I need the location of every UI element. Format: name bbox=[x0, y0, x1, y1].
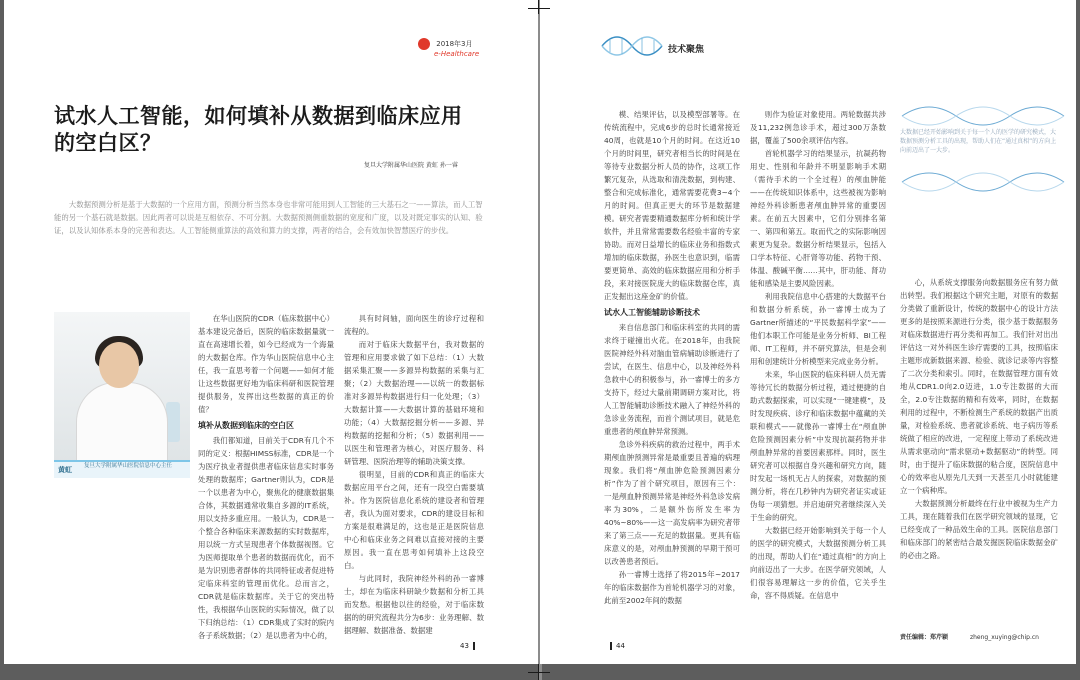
section-heading: 填补从数据到临床的空白区 bbox=[198, 421, 294, 430]
paragraph: 来自信息部门和临床科室的共同的需求终于碰撞出火花。在2018年，由我院医院神经外科对脑血管病辅助诊断进行了尝试，在医生、信息中心，以及神经外科急救中心的积极参与，孙一睿博士的多方支持下，经过大量前期调研方案对比，将人工智能辅助诊断技术融入了神经外科的急诊业务流程，而首个测试项目，就是危重患者的颅血肿异常预测。 bbox=[604, 323, 740, 436]
paragraph: 利用我院信息中心搭建的大数据平台和数据分析系统，孙一睿博士成为了Gartner所描述的“平民数据科学家”——他们本职工作可能是业务分析师、BI工程师、IT工程师，并不研究算法，但是会利用和创建统计分析模型来完成业务分析。 bbox=[750, 292, 886, 366]
sidebar-dna-bottom-icon bbox=[900, 170, 1066, 194]
left-column-2 bbox=[344, 312, 484, 637]
caption-name: 黄虹 bbox=[58, 466, 72, 474]
brand-name: e-Healthcare bbox=[434, 50, 480, 58]
paragraph: 在华山医院的CDR（临床数据中心）基本建设完备后，医院的临床数据量就一直在高速增长着，如今已经成为一个海量的大数据仓库。作为华山医院信息中心主任，我一直思考着一个问题——如何才能让这些数据更好地为临床科研和医院管理提供服务，发挥出这些数据的真正的价值？ bbox=[198, 314, 334, 414]
paragraph: 孙一睿博士选择了将2015年~2017年的临床数据作为首轮机器学习的对象，此前至2002年间的数据 bbox=[604, 570, 740, 605]
paragraph: 具有时间轴，面向医生的诊疗过程和流程的。 bbox=[344, 314, 484, 336]
paragraph: 则作为验证对象使用。两轮数据共涉及11,232例急诊手术，超过300万条数据，覆盖了500余项评估内容。 bbox=[750, 110, 886, 145]
right-page bbox=[540, 0, 1076, 664]
section-heading: 试水人工智能辅助诊断技术 bbox=[604, 308, 700, 317]
title-line-1: 试水人工智能，如何填补从数据到临床应用 bbox=[54, 104, 463, 128]
author-photo bbox=[54, 312, 190, 462]
left-page bbox=[4, 0, 540, 664]
sidebar-pull-quote: 大数据已经开始影响到关于每一个人的医学的研究模式，大数据预测分析工具的出现，帮助人们在“通过真相”的方向上向前迈出了一大步。 bbox=[900, 129, 1057, 154]
paragraph: 心，从系统支撑服务向数据服务应有努力做出转型。我们根据这个研究主题，对原有的数据分类做了重新设计，传统的数据中心的设计方法更多的是按照来源进行分类，很少基于数据服务对临床数据进行再分类和再加工。我们针对出出评估这一对外科医生诊疗需要的工具，按照临床主题形成新数据来源、检验、就诊记录等内容整了二次分类和索引。同时，在数据管理方面有效地从CDR1.0向2.0迈进，1.0专注数据的大而全，2.0专注数据的精和有效率，同时，在数据利用的过程中，不断检测生产系统的数据产出质量，对检验系统、患者就诊系统、电子病历等系统做了相应的改进，一定程度上带动了系统改进从需求驱动向“需求驱动+数据驱动”的转型。同时，由于提升了临床数据的粘合度，医院信息中心的效率也从原先几天到一天甚至几小时就能建立一个病种库。 bbox=[900, 278, 1058, 495]
editor-label: 责任编辑：郑芹颖 bbox=[900, 634, 949, 641]
paragraph: 首轮机器学习的结果显示，抗凝药物用史、性别和年龄并不明显影响手术期（需待手术的一个全过程）的颅血肿能——在传统知识体系中，这些被视为影响神经外科诊断患者颅血肿异常的重要因素。在前五大因素中，它们分别排名第一、第四和第五。取而代之的实际影响因素更为复杂。数据分析结果显示，包括入口学本特征、心肝肾等功能、药物干预、体温、酸碱平衡……其中，肝功能、肾功能和感染是主要风险因素。 bbox=[750, 149, 886, 288]
page-number-right: 44 bbox=[606, 642, 625, 650]
issue-date: 2018年3月 bbox=[436, 40, 473, 48]
paragraph: 急诊外科疾病的救治过程中，两手术期颅血肿预测异常是最重要且普遍的病理现象。我们将“颅血肿危险预测因素分析”作为了首个研究项目，原因有三个：一是颅血肿预测异常是神经外科急诊发病率为30%，二是额外伤所发生率为40%~80%——这一高发病率为研究者带来了第三点——充足的数据量。更具有临床意义的是，对颅血肿预测的早期干预可以改善患者预后。 bbox=[604, 440, 740, 566]
article-title bbox=[54, 103, 463, 157]
paragraph: 与此同时，我院神经外科的孙一睿博士，却在为临床科研缺少数据和分析工具而发愁。根据他以往的经验，对于临床数据的的研究流程共分为6步：业务理解、数据理解、数据准备、数据建 bbox=[344, 574, 484, 635]
editor-credit bbox=[900, 632, 1039, 641]
right-column-1 bbox=[604, 108, 740, 607]
left-column-1 bbox=[198, 312, 334, 642]
paragraph: 大数据已经开始影响到关于每一个人的医学的研究模式，大数据预测分析工具的出现，帮助人们在“通过真相”的方向上向前迈出了一大步。在医学研究领域，人们很容易理解这一步的价值，它关乎生命，容不得质疑。在信息中 bbox=[750, 526, 886, 600]
article-abstract: 大数据预测分析是基于大数据的一个应用方面，预测分析当然本身也非常可能用到人工智能的三大基石之一——算法，而人工智能的另一个基石就是数据。因此两者可以说是互相依存、不可分割。大数据预测侧重数据的宽度和广度，以及对既定事实的认知、验证，以及认知体系本身的完善和表达。人工智能侧重算法的高效和算力的支撑，两者的结合，会有效加快智慧医疗的步伐。 bbox=[54, 200, 483, 235]
dna-helix-icon bbox=[600, 34, 670, 58]
paragraph: 而对于临床大数据平台，我对数据的管理和应用要求做了如下总结：（1）大数据采集汇聚——多源异构数据的采集与汇聚；（2）大数据治理——以统一的数据标准对多源异构数据进行归一化处理；（3）大数据计算——大数据计算的基础环境和功能；（4）大数据挖掘分析——多源、异构数据的挖掘和分析；（5）数据利用——以医生和管理者为核心，对医疗服务、科研管理、医院治理等的辅助决策支撑。 bbox=[344, 340, 484, 466]
caption-desc: 复旦大学附属华山医院信息中心主任 bbox=[84, 463, 173, 469]
ehealthcare-logo-icon bbox=[418, 38, 430, 50]
page-number-left: 43 bbox=[460, 642, 479, 650]
photo-caption bbox=[54, 460, 190, 478]
paragraph: 大数据预测分析最终在行业中被视为生产力工具，现在随着我们在医学研究领域的显现，它已经变成了一种品效生命的工具。医院信息部门和临床部门的紧密结合最发掘医院临床数据金矿的必由之路。 bbox=[900, 499, 1058, 560]
sidebar-dna-top-icon bbox=[900, 104, 1066, 128]
page-header-left bbox=[418, 38, 479, 59]
article-byline: 复旦大学附属华山医院 黄虹 孙一睿 bbox=[364, 162, 458, 169]
paragraph: 模、结果评估，以及模型部署等。在传统流程中，完成6步的总时长通常接近40周，也就是10个月的时间。在这近10个月的时间里，研究者相当长的时间是在等待专业数据分析人员的协作，这项工作繁冗复杂，从选取和清洗数据，到构建、整合和完成标准化，通常需要花费3~4个月的时间。但真正更大的环节是数据建模。研究者需要精通数据库分析和统计学软件，并且常常需要数名经验丰富的专家协助。而对日益增长的临床业务和指数式增加的临床数据，孙医生也意识到，临需要更简单、高效的临床数据应用和分析手段，来对接医院庞大的临床数据仓库，真正发掘出这座金矿的价值。 bbox=[604, 110, 740, 301]
section-label: 技术聚焦 bbox=[668, 45, 705, 55]
editor-email: zheng_xuying@chip.cn bbox=[969, 634, 1039, 641]
right-column-2 bbox=[750, 108, 886, 602]
right-column-3 bbox=[900, 276, 1058, 562]
paragraph: 很明显，目前的CDR和真正的临床大数据应用平台之间，还有一段空白需要填补。作为医院信息化系统的建设者和管理者，我认为面对要求，CDR的建设目标和方案是很难满足的，这也是正是医院信息中心和临床业务之间难以直接对接的主要原因。我一直在思考如何填补上这段空白。 bbox=[344, 470, 484, 570]
paragraph: 我们都知道，目前关于CDR有几个不同的定义：根据HIMSS标准，CDR是一个为医疗执业者提供患者临床信息实时事务处理的数据库；Gartner则认为，CDR是一个以患者为中心，聚焦化的健康数据集合体，其数据通常收集自多源的IT系统，用以支持多重应用。一般认为，CDR是一个整合各种临床来源数据的实时数据库，用以统一方式呈现患者个体数据视图。它为医师提取单个患者的数据而优化，而不是为识别患者群体的共同特征或者促进特定临床科室的管理而优化。总而言之，CDR就是临床数据库。关于它的突出特性，我根据华山医院的实际情况，做了以下归纳总结：（1）CDR集成了实时的院内各子系统数据；（2）是以患者为中心的， bbox=[198, 436, 334, 640]
title-line-2: 的空白区？ bbox=[54, 131, 162, 155]
paragraph: 未来，华山医院的临床科研人员无需等待冗长的数据分析过程，通过便捷的自助式数据探索，可以实现“一键建模”，及时发现疾病、诊疗和临床数据中蕴藏的关联和模式——就像孙一睿博士在“颅血肿危险预测因素分析”中发现抗凝药物并非颅血肿异常的首要因素那样。同时，医生研究者可以根据自身兴趣和研究方向，随时发起一场机无占人的探索，对数据的预测分析，将在几秒钟内为研究者证实或证伪每一项猜想。并启迪研究者继续深入关于生命的研究。 bbox=[750, 370, 886, 522]
